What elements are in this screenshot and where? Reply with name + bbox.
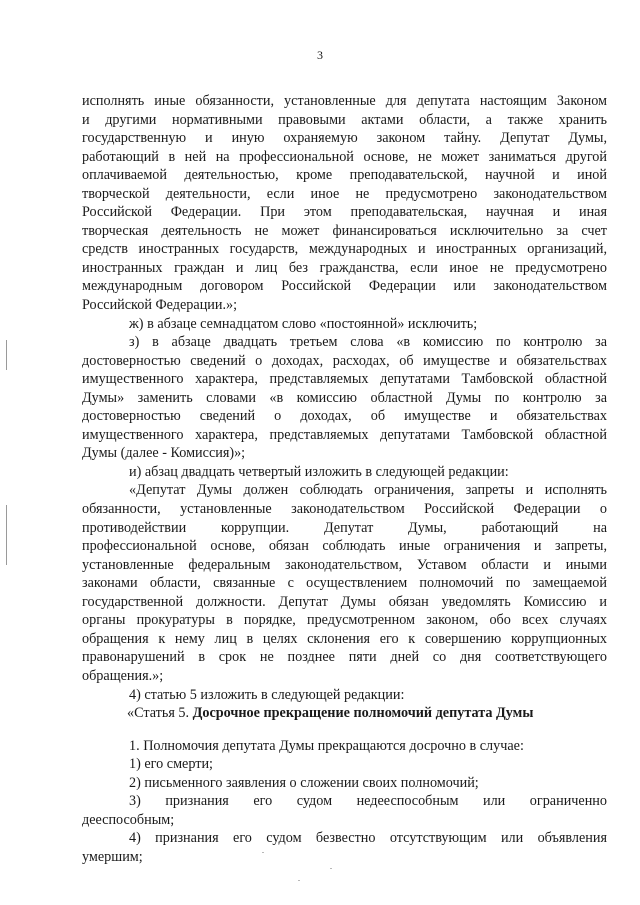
text-line: «Депутат Думы должен соблюдать ограничения, запреты и исполнять (129, 482, 607, 499)
text-line: 4) статью 5 изложить в следующей редакции: (129, 686, 405, 703)
paragraph-item-zh (82, 315, 607, 334)
list-item-resignation (82, 774, 607, 793)
text-line: оплачиваемой деятельностью, кроме преподавательской, научной и иной (82, 167, 607, 184)
scan-margin-mark (6, 340, 7, 370)
text-line: умершим; (82, 848, 143, 865)
text-line: законами области, связанные с осуществлением полномочий по замещаемой (82, 575, 607, 592)
paragraph-item-4 (82, 686, 607, 705)
text-line: достоверностью сведений о доходах, об имуществе и обязательствах (82, 408, 607, 425)
article-heading-title: Досрочное прекращение полномочий депутата Думы (192, 705, 534, 722)
text-line: творческая деятельность не может финансироваться исключительно за счет (82, 222, 607, 239)
text-line: противодействии коррупции. Депутат Думы, работающий на (82, 519, 607, 536)
text-line: ж) в абзаце семнадцатом слово «постоянной» исключить; (129, 315, 478, 332)
text-line: профессиональной основе, обязан соблюдать иные ограничения и запреты, (82, 538, 607, 555)
text-line: 1. Полномочия депутата Думы прекращаются досрочно в случае: (129, 737, 524, 754)
text-line: Думы (далее - Комиссия)»; (82, 445, 246, 462)
scan-speck (262, 852, 264, 853)
text-line: органы прокуратуры в порядке, предусмотренном законом, обо всех случаях (82, 612, 607, 629)
text-line: международным договором Российской Федерации или законодательством (82, 278, 607, 295)
scan-speck (298, 880, 300, 881)
text-line: достоверностью сведений о доходах, расходах, об имуществе и обязательствах (82, 352, 607, 369)
text-line: творческой деятельности, если иное не предусмотрено законодательством (82, 185, 607, 202)
text-line: исполнять иные обязанности, установленные для депутата настоящим Законом (82, 93, 607, 109)
paragraph-duties-continuation (82, 92, 607, 315)
text-line: иностранных граждан и лиц без гражданства, если иное не предусмотрено (82, 259, 607, 276)
list-item-death (82, 755, 607, 774)
article-heading-number: «Статья 5. (127, 705, 193, 722)
paragraph-quoted-anticorruption (82, 481, 607, 685)
scan-margin-mark (6, 505, 7, 565)
text-line: дееспособным; (82, 811, 175, 828)
article-heading (82, 704, 607, 723)
text-line: государственную и иную охраняемую законом тайну. Депутат Думы, (82, 130, 607, 147)
text-line: Российской Федерации.»; (82, 297, 238, 314)
text-line: Думы» заменить словами «в комиссию областной Думы по контролю за (82, 389, 607, 406)
text-line: обязанности, установленные законодательством Российской Федерации о (82, 501, 607, 518)
text-line: з) в абзаце двадцать третьем слова «в комиссию по контролю за (129, 334, 607, 351)
document-body (82, 92, 607, 866)
text-line: установленные федеральным законодательством, Уставом области и иными (82, 556, 607, 573)
text-line (82, 704, 607, 723)
page-number: 3 (317, 48, 323, 62)
text-line: государственной должности. Депутат Думы обязан уведомлять Комиссию и (82, 593, 607, 610)
text-line: 2) письменного заявления о сложении своих полномочий; (129, 774, 479, 791)
text-line: 1) его смерти; (129, 756, 213, 773)
text-line: правонарушений в срок не позднее пяти дней со дня соответствующего (82, 649, 607, 666)
text-line: и другими нормативными правовыми актами области, а также хранить (82, 111, 607, 128)
paragraph-item-z (82, 333, 607, 463)
text-line: обращения к нему лиц в целях склонения его к совершению коррупционных (82, 630, 607, 647)
text-line: имущественного характера, представляемых депутатами Тамбовской областной (82, 426, 607, 443)
text-line: средств иностранных государств, международных и иностранных организаций, (82, 241, 607, 258)
paragraph-article-point-1 (82, 737, 607, 756)
text-line: 4) признания его судом безвестно отсутствующим или объявления (129, 830, 607, 847)
scan-speck (330, 868, 332, 869)
list-item-missing (82, 829, 607, 866)
paragraph-item-i (82, 463, 607, 482)
spacer (82, 723, 607, 737)
list-item-incapacity (82, 792, 607, 829)
text-line: имущественного характера, представляемых депутатами Тамбовской областной (82, 371, 607, 388)
text-line: 3) признания его судом недееспособным или ограниченно (129, 793, 607, 810)
text-line: работающий в ней на профессиональной основе, не может заниматься другой (82, 148, 607, 165)
text-line: и) абзац двадцать четвертый изложить в следующей редакции: (129, 463, 509, 480)
text-line: обращения.»; (82, 667, 164, 684)
text-line: Российской Федерации. При этом преподавательская, научная и иная (82, 204, 607, 221)
